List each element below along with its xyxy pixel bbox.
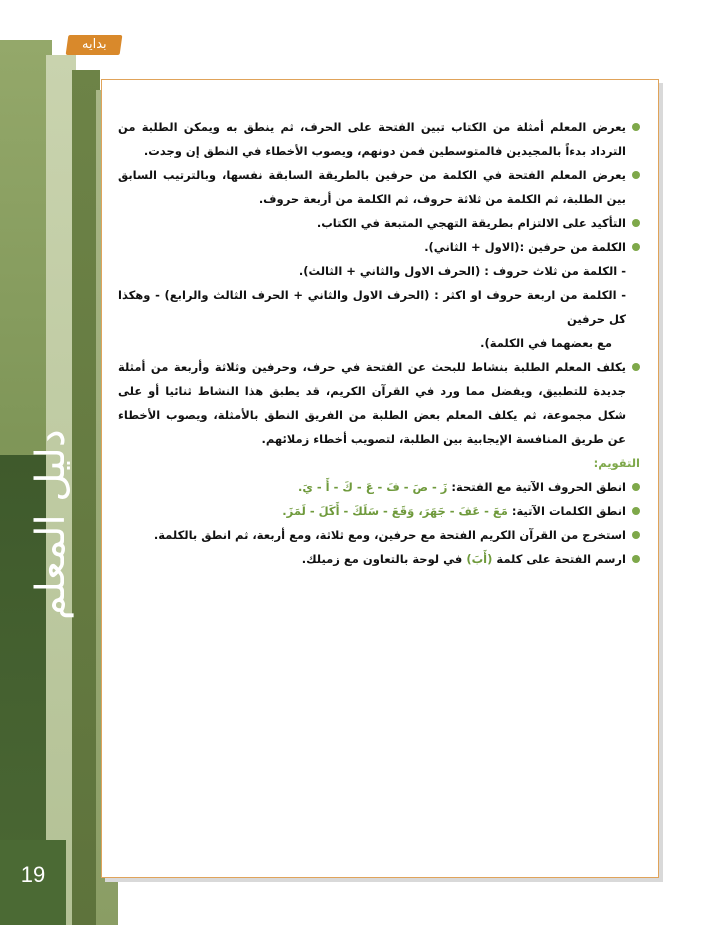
bullet-icon <box>632 531 640 539</box>
paragraph-text: يعرض المعلم الفتحة في الكلمة من حرفين بالطريقة السابقة نفسها، وبالترتيب السابق بين الطلبة، ثم الكلمة من ثلاثة حروف، ثم الكلمة من أربعة حروف. <box>118 168 626 206</box>
bullet-icon <box>632 171 640 179</box>
paragraph-text: - الكلمة من اربعة حروف او اكثر : (الحرف الاول والثاني + الحرف الثالث والرابع) - وهكذا كل حرفين <box>118 288 626 326</box>
content-area <box>118 115 640 571</box>
paragraph-text: يعرض المعلم أمثلة من الكتاب تبين الفتحة على الحرف، ثم ينطق به ويمكن الطلبة من الترداد بدءاً بالمجيدين فالمتوسطين فمن دونهم، ويصوب الأخطاء في النطق إن وجدت. <box>118 120 626 158</box>
bullet-icon <box>632 555 640 563</box>
sub-item <box>118 331 640 355</box>
list-item <box>118 499 640 523</box>
paragraph-text: استخرج من القرآن الكريم الفتحة مع حرفين، ومع ثلاثة، ومع أربعة، ثم انطق بالكلمة. <box>153 528 626 542</box>
list-item <box>118 163 640 211</box>
paragraph-text: التأكيد على الالتزام بطريقة التهجي المتبعة في الكتاب. <box>316 216 626 230</box>
list-item <box>118 523 640 547</box>
list-item <box>118 235 640 259</box>
item-label: انطق الحروف الآتية مع الفتحة: <box>451 480 626 494</box>
list-item <box>118 547 640 571</box>
vocalized-word: (أَبَ) <box>466 552 493 566</box>
vocalized-letters: زَ - صَ - فَ - عَ - كَ - أَ - يَ. <box>297 480 448 494</box>
list-item <box>118 115 640 163</box>
list-item <box>118 211 640 235</box>
bullet-icon <box>632 363 640 371</box>
bullet-icon <box>632 507 640 515</box>
sidebar-title: دليل المعلم <box>28 429 74 620</box>
paragraph-text: في لوحة بالتعاون مع زميلك. <box>301 552 463 566</box>
paragraph-text: - الكلمة من ثلاث حروف : (الحرف الاول والثاني + الثالث). <box>298 264 626 278</box>
paragraph-text: الكلمة من حرفين :(الاول + الثاني). <box>424 240 626 254</box>
page-number: 19 <box>20 862 46 887</box>
list-item <box>118 355 640 451</box>
assessment-title: التقويم: <box>593 456 640 470</box>
section-tag <box>66 35 123 55</box>
paragraph-text: مع بعضهما في الكلمة). <box>480 336 612 350</box>
sub-item <box>118 259 640 283</box>
list-item <box>118 475 640 499</box>
sub-item <box>118 283 640 331</box>
bullet-icon <box>632 243 640 251</box>
bullet-icon <box>632 219 640 227</box>
paragraph-text: ارسم الفتحة على كلمة <box>496 552 626 566</box>
bullet-icon <box>632 123 640 131</box>
bullet-icon <box>632 483 640 491</box>
paragraph-text: يكلف المعلم الطلبة بنشاط للبحث عن الفتحة في حرف، وحرفين وثلاثة وأربعة من أمثلة جديدة للتطبيق، ويفضل مما ورد في القرآن الكريم، قد يطبق هذا النشاط ثنائيا أو على شكل مجموعة، ثم يكلف المعلم بعض الطلبة من الفريق النطق بالأمثلة، ويصوب الأخطاء عن طريق المنافسة الإيجابية بين الطلبة، لتصويب أخطاء زملائهم. <box>118 360 626 446</box>
vocalized-words: مَعَ - عَفَ - جَهَرَ، وَقَعَ - سَلَكَ - أَكَلَ - لَمَزَ. <box>282 504 508 518</box>
item-label: انطق الكلمات الآتية: <box>511 504 626 518</box>
section-tag-label: بدايه <box>81 37 107 52</box>
